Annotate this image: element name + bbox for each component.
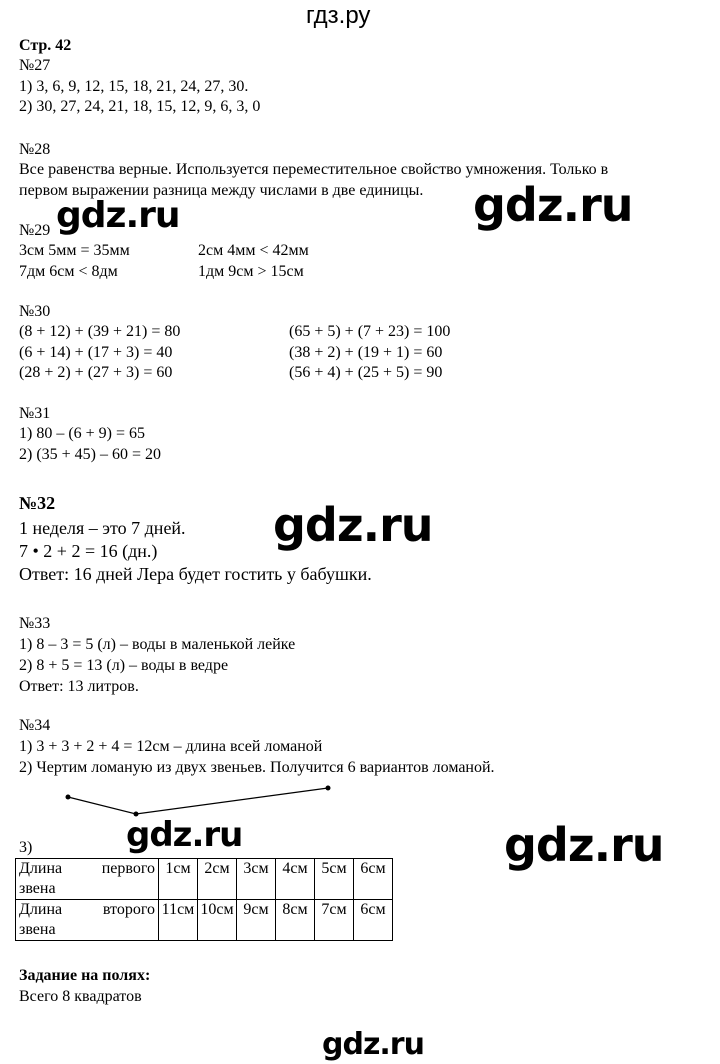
margin-task-title: Задание на полях:: [19, 967, 151, 984]
table-cell: 7см: [315, 900, 354, 941]
table-cell: 5см: [315, 859, 354, 900]
watermark: gdz.ru: [56, 195, 180, 236]
task-34-line-1: 1) 3 + 3 + 2 + 4 = 12см – длина всей ломаной: [19, 738, 323, 755]
label-word: первого: [101, 860, 155, 877]
task-33-number: №33: [19, 615, 51, 632]
task-30-right-3: (56 + 4) + (25 + 5) = 90: [289, 364, 443, 381]
table-cell: 3см: [237, 859, 276, 900]
task-27-line-2: 2) 30, 27, 24, 21, 18, 15, 12, 9, 6, 3, 0: [19, 98, 261, 115]
task-27-line-1: 1) 3, 6, 9, 12, 15, 18, 21, 24, 27, 30.: [19, 78, 249, 95]
table-cell: 6см: [354, 859, 393, 900]
table-cell: 11см: [159, 900, 198, 941]
task-31-line-1: 1) 80 – (6 + 9) = 65: [19, 425, 146, 442]
table-cell: 8см: [276, 900, 315, 941]
table-row: [16, 900, 393, 941]
task-30-left-1: (8 + 12) + (39 + 21) = 80: [19, 323, 181, 340]
task-28-line-2: первом выражении разница между числами в две единицы.: [19, 182, 424, 199]
table-cell: 6см: [354, 900, 393, 941]
table-cell: 4см: [276, 859, 315, 900]
task-29-number: №29: [19, 222, 51, 239]
task-32-line-3: Ответ: 16 дней Лера будет гостить у бабушки.: [19, 564, 372, 584]
task-33-line-2: 2) 8 + 5 = 13 (л) – воды в ведре: [19, 657, 229, 674]
task-27-number: №27: [19, 57, 51, 74]
watermark: gdz.ru: [273, 498, 433, 552]
margin-task-text: Всего 8 квадратов: [19, 988, 142, 1005]
task-30-left-3: (28 + 2) + (27 + 3) = 60: [19, 364, 173, 381]
task-33-line-3: Ответ: 13 литров.: [19, 678, 139, 695]
watermark: gdz.ru: [504, 818, 664, 872]
label-word: звена: [19, 921, 56, 938]
task-32-line-2: 7 • 2 + 2 = 16 (дн.): [19, 541, 158, 561]
task-30-number: №30: [19, 303, 51, 320]
table-cell: 1см: [159, 859, 198, 900]
task-29-right-2: 1дм 9см > 15см: [198, 263, 304, 280]
table-row: [16, 859, 393, 900]
vertex-point: [326, 786, 331, 791]
task-32-line-1: 1 неделя – это 7 дней.: [19, 518, 186, 538]
table-cell: 9см: [237, 900, 276, 941]
table-row-label: [16, 900, 159, 941]
task-34-line-2: 2) Чертим ломаную из двух звеньев. Получится 6 вариантов ломаной.: [19, 759, 495, 776]
label-word: Длина: [19, 901, 63, 918]
segment-length-table: [15, 858, 393, 941]
task-30-right-1: (65 + 5) + (7 + 23) = 100: [289, 323, 451, 340]
watermark: gdz.ru: [126, 815, 243, 855]
task-34-number: №34: [19, 717, 51, 734]
label-word: звена: [19, 880, 56, 897]
task-34-part-3: 3): [19, 839, 33, 856]
task-30-right-2: (38 + 2) + (19 + 1) = 60: [289, 344, 443, 361]
table-cell: 2см: [198, 859, 237, 900]
task-31-number: №31: [19, 405, 51, 422]
site-header: гдз.ру: [306, 2, 371, 29]
table-cell: 10см: [198, 900, 237, 941]
task-28-number: №28: [19, 141, 51, 158]
task-29-right-1: 2см 4мм < 42мм: [198, 242, 309, 259]
watermark: gdz.ru: [473, 178, 633, 232]
task-29-left-2: 7дм 6см < 8дм: [19, 263, 118, 280]
task-33-line-1: 1) 8 – 3 = 5 (л) – воды в маленькой лейке: [19, 636, 296, 653]
watermark: gdz.ru: [322, 1027, 424, 1062]
table-row-label: [16, 859, 159, 900]
task-31-line-2: 2) (35 + 45) – 60 = 20: [19, 446, 162, 463]
task-32-number: №32: [19, 493, 56, 513]
vertex-point: [66, 795, 71, 800]
label-word: Длина: [19, 860, 63, 877]
task-28-line-1: Все равенства верные. Используется переместительное свойство умножения. Только в: [19, 161, 609, 178]
task-29-left-1: 3см 5мм = 35мм: [19, 242, 130, 259]
label-word: второго: [102, 901, 155, 918]
page-label: Стр. 42: [19, 37, 72, 54]
task-30-left-2: (6 + 14) + (17 + 3) = 40: [19, 344, 173, 361]
